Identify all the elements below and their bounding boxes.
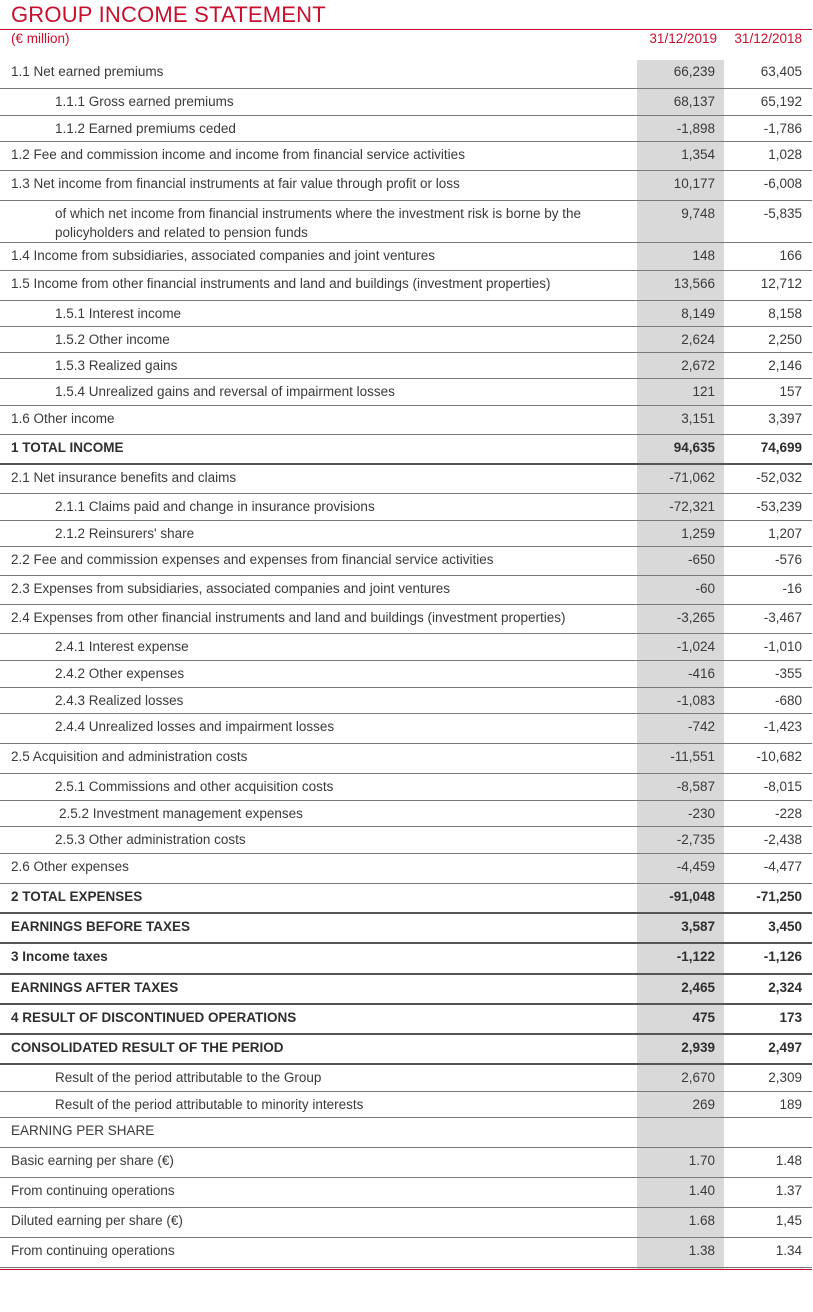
value-2018: -8,015 [763, 779, 802, 794]
value-2019: 1,354 [681, 147, 715, 162]
table-row [0, 1035, 813, 1065]
row-label: 1.5.4 Unrealized gains and reversal of impairment losses [55, 384, 395, 399]
value-2018: 1.34 [775, 1243, 802, 1258]
row-label: 2.2 Fee and commission expenses and expenses from financial service activities [11, 552, 494, 567]
table-row [0, 827, 813, 854]
row-label: 2 TOTAL EXPENSES [11, 889, 143, 904]
value-2019: -8,587 [676, 779, 715, 794]
row-divider [0, 1267, 812, 1268]
table-row [0, 379, 813, 406]
value-2019: -71,062 [669, 470, 715, 485]
row-label: From continuing operations [11, 1183, 175, 1198]
value-2019: 3,151 [681, 411, 715, 426]
value-2018: 2,497 [768, 1040, 802, 1055]
value-2018: -52,032 [756, 470, 802, 485]
row-label: Basic earning per share (€) [11, 1153, 174, 1168]
row-label: 2.4.3 Realized losses [55, 693, 184, 708]
row-label: 2.3 Expenses from subsidiaries, associated companies and joint ventures [11, 581, 450, 596]
table-row [0, 494, 813, 521]
value-2018: -6,008 [763, 176, 802, 191]
value-2018: 189 [779, 1097, 802, 1112]
table-row [0, 975, 813, 1005]
table-row [0, 714, 813, 744]
table-row [0, 661, 813, 688]
value-2019: -1,122 [676, 949, 715, 964]
table-row [0, 576, 813, 605]
row-label: 2.1 Net insurance benefits and claims [11, 470, 237, 485]
table-row [0, 914, 813, 944]
value-2018: -53,239 [756, 499, 802, 514]
row-label: 2.4.1 Interest expense [55, 639, 189, 654]
value-2018: 3,397 [768, 411, 802, 426]
value-2018: -5,835 [763, 206, 802, 221]
table-row [0, 1092, 813, 1118]
value-2018: 1.37 [775, 1183, 802, 1198]
value-2019: -230 [687, 806, 715, 821]
title-rule [0, 29, 812, 30]
row-label: Result of the period attributable to the Group [55, 1070, 322, 1085]
value-2018: 1.48 [775, 1153, 802, 1168]
bottom-rule [0, 1269, 812, 1270]
row-label: 2.4 Expenses from other financial instruments and land and buildings (investment properties) [11, 610, 566, 625]
value-2019: 121 [692, 384, 715, 399]
table-row [0, 1208, 813, 1238]
row-label-continued: policyholders and related to pension funds [55, 225, 308, 240]
table-row [0, 201, 813, 243]
row-label: 1.1.2 Earned premiums ceded [55, 121, 236, 136]
value-2018: -680 [774, 693, 802, 708]
unit-label: (€ million) [11, 31, 70, 46]
row-label: 1.3 Net income from financial instruments at fair value through profit or loss [11, 176, 460, 191]
value-2018: 2,146 [768, 358, 802, 373]
table-row [0, 688, 813, 714]
value-2019: 2,672 [681, 358, 715, 373]
value-2018: 65,192 [760, 94, 802, 109]
value-2019: -1,024 [676, 639, 715, 654]
value-2019: -4,459 [676, 859, 715, 874]
row-label: 1 TOTAL INCOME [11, 440, 124, 455]
table-row [0, 744, 813, 774]
value-2018: -1,786 [763, 121, 802, 136]
value-2018: 8,158 [768, 306, 802, 321]
table-row [0, 406, 813, 435]
value-2018: -16 [782, 581, 802, 596]
value-2019: -72,321 [669, 499, 715, 514]
table-row [0, 327, 813, 353]
value-2019: -742 [687, 719, 715, 734]
row-label: EARNING PER SHARE [11, 1123, 155, 1138]
value-2018: -10,682 [756, 749, 802, 764]
table-row [0, 465, 813, 494]
row-label: Diluted earning per share (€) [11, 1213, 183, 1228]
table-row [0, 1148, 813, 1178]
row-label: 1.1 Net earned premiums [11, 64, 164, 79]
table-row [0, 301, 813, 327]
value-2019: 269 [692, 1097, 715, 1112]
table-row [0, 116, 813, 142]
row-label: 2.5.2 Investment management expenses [59, 806, 303, 821]
row-label: 2.1.2 Reinsurers' share [55, 526, 195, 541]
table-row [0, 1238, 813, 1268]
row-label: Result of the period attributable to minority interests [55, 1097, 364, 1112]
value-2019: -650 [687, 552, 715, 567]
value-2019: 3,587 [681, 919, 715, 934]
table-row [0, 854, 813, 884]
table-row [0, 435, 813, 465]
row-label: 2.6 Other expenses [11, 859, 129, 874]
value-2018: -2,438 [763, 832, 802, 847]
row-label: 2.5.3 Other administration costs [55, 832, 246, 847]
row-label: 1.1.1 Gross earned premiums [55, 94, 234, 109]
table-row [0, 171, 813, 201]
row-label: EARNINGS BEFORE TAXES [11, 919, 191, 934]
value-2018: 1,45 [775, 1213, 802, 1228]
value-2018: -71,250 [756, 889, 802, 904]
value-2018: 2,324 [768, 980, 802, 995]
value-2018: 3,450 [768, 919, 802, 934]
value-2018: -576 [774, 552, 802, 567]
table-row [0, 605, 813, 634]
value-2019: -416 [687, 666, 715, 681]
row-label: 4 RESULT OF DISCONTINUED OPERATIONS [11, 1010, 297, 1025]
value-2019: -3,265 [676, 610, 715, 625]
table-row [0, 547, 813, 576]
table-row [0, 634, 813, 661]
value-2019: 2,939 [681, 1040, 715, 1055]
row-label: 1.5.3 Realized gains [55, 358, 178, 373]
column-header-2018: 31/12/2018 [734, 31, 802, 46]
table-row [0, 89, 813, 116]
value-2018: 63,405 [760, 64, 802, 79]
page-title: GROUP INCOME STATEMENT [11, 2, 326, 27]
row-label: 1.5.1 Interest income [55, 306, 182, 321]
value-2018: 157 [779, 384, 802, 399]
value-2018: 1,207 [768, 526, 802, 541]
row-label: 2.1.1 Claims paid and change in insurance provisions [55, 499, 375, 514]
value-2019: -2,735 [676, 832, 715, 847]
row-label: 2.4.2 Other expenses [55, 666, 185, 681]
row-label: 2.4.4 Unrealized losses and impairment losses [55, 719, 335, 734]
row-label: 1.5.2 Other income [55, 332, 170, 347]
value-2019: -1,898 [676, 121, 715, 136]
value-2019: 475 [692, 1010, 715, 1025]
row-label: EARNINGS AFTER TAXES [11, 980, 179, 995]
value-2018: 74,699 [760, 440, 802, 455]
value-2018: 1,028 [768, 147, 802, 162]
table-row [0, 243, 813, 271]
value-2019: 1.68 [688, 1213, 715, 1228]
value-2019: 1.40 [688, 1183, 715, 1198]
table-row [0, 774, 813, 801]
value-2018: -228 [774, 806, 802, 821]
row-label: 1.2 Fee and commission income and income from financial service activities [11, 147, 465, 162]
value-2019: 94,635 [673, 440, 715, 455]
value-2018: 2,250 [768, 332, 802, 347]
row-label: 1.5 Income from other financial instruments and land and buildings (investment properties) [11, 276, 551, 291]
value-2018: 2,309 [768, 1070, 802, 1085]
table-row [0, 1005, 813, 1035]
value-2019: 2,624 [681, 332, 715, 347]
table-row [0, 521, 813, 547]
row-label: 1.4 Income from subsidiaries, associated companies and joint ventures [11, 248, 435, 263]
value-2019: 148 [692, 248, 715, 263]
table-row [0, 1118, 813, 1148]
value-2019: 1.38 [688, 1243, 715, 1258]
value-2018: -4,477 [763, 859, 802, 874]
value-2018: 12,712 [760, 276, 802, 291]
row-label: of which net income from financial instruments where the investment risk is borne by the [55, 206, 581, 221]
value-2019: 9,748 [681, 206, 715, 221]
column-header-2019: 31/12/2019 [649, 31, 717, 46]
table-row [0, 353, 813, 379]
value-2019: 2,465 [681, 980, 715, 995]
value-2019: 1,259 [681, 526, 715, 541]
row-label: CONSOLIDATED RESULT OF THE PERIOD [11, 1040, 284, 1055]
table-row [0, 884, 813, 914]
value-2018: 166 [779, 248, 802, 263]
table-row [0, 271, 813, 301]
value-2018: -1,423 [763, 719, 802, 734]
row-label: From continuing operations [11, 1243, 175, 1258]
value-2019: 66,239 [673, 64, 715, 79]
row-label: 2.5 Acquisition and administration costs [11, 749, 248, 764]
table-row [0, 142, 813, 171]
value-2018: -1,126 [763, 949, 802, 964]
value-2018: -3,467 [763, 610, 802, 625]
table-row [0, 1065, 813, 1092]
value-2019: 1.70 [688, 1153, 715, 1168]
value-2019: -91,048 [669, 889, 715, 904]
value-2019: 8,149 [681, 306, 715, 321]
row-label: 3 Income taxes [11, 949, 108, 964]
table-row [0, 801, 813, 827]
value-2019: -11,551 [670, 749, 715, 764]
table-row [0, 59, 813, 89]
row-label: 2.5.1 Commissions and other acquisition costs [55, 779, 334, 794]
value-2018: -355 [774, 666, 802, 681]
value-2019: -1,083 [676, 693, 715, 708]
value-2019: 2,670 [681, 1070, 715, 1085]
table-row [0, 1178, 813, 1208]
value-2018: -1,010 [763, 639, 802, 654]
value-2019: 10,177 [673, 176, 715, 191]
value-2019: 13,566 [673, 276, 715, 291]
value-2019: -60 [695, 581, 715, 596]
value-2018: 173 [779, 1010, 802, 1025]
row-label: 1.6 Other income [11, 411, 115, 426]
table-row [0, 944, 813, 975]
value-2019: 68,137 [673, 94, 715, 109]
